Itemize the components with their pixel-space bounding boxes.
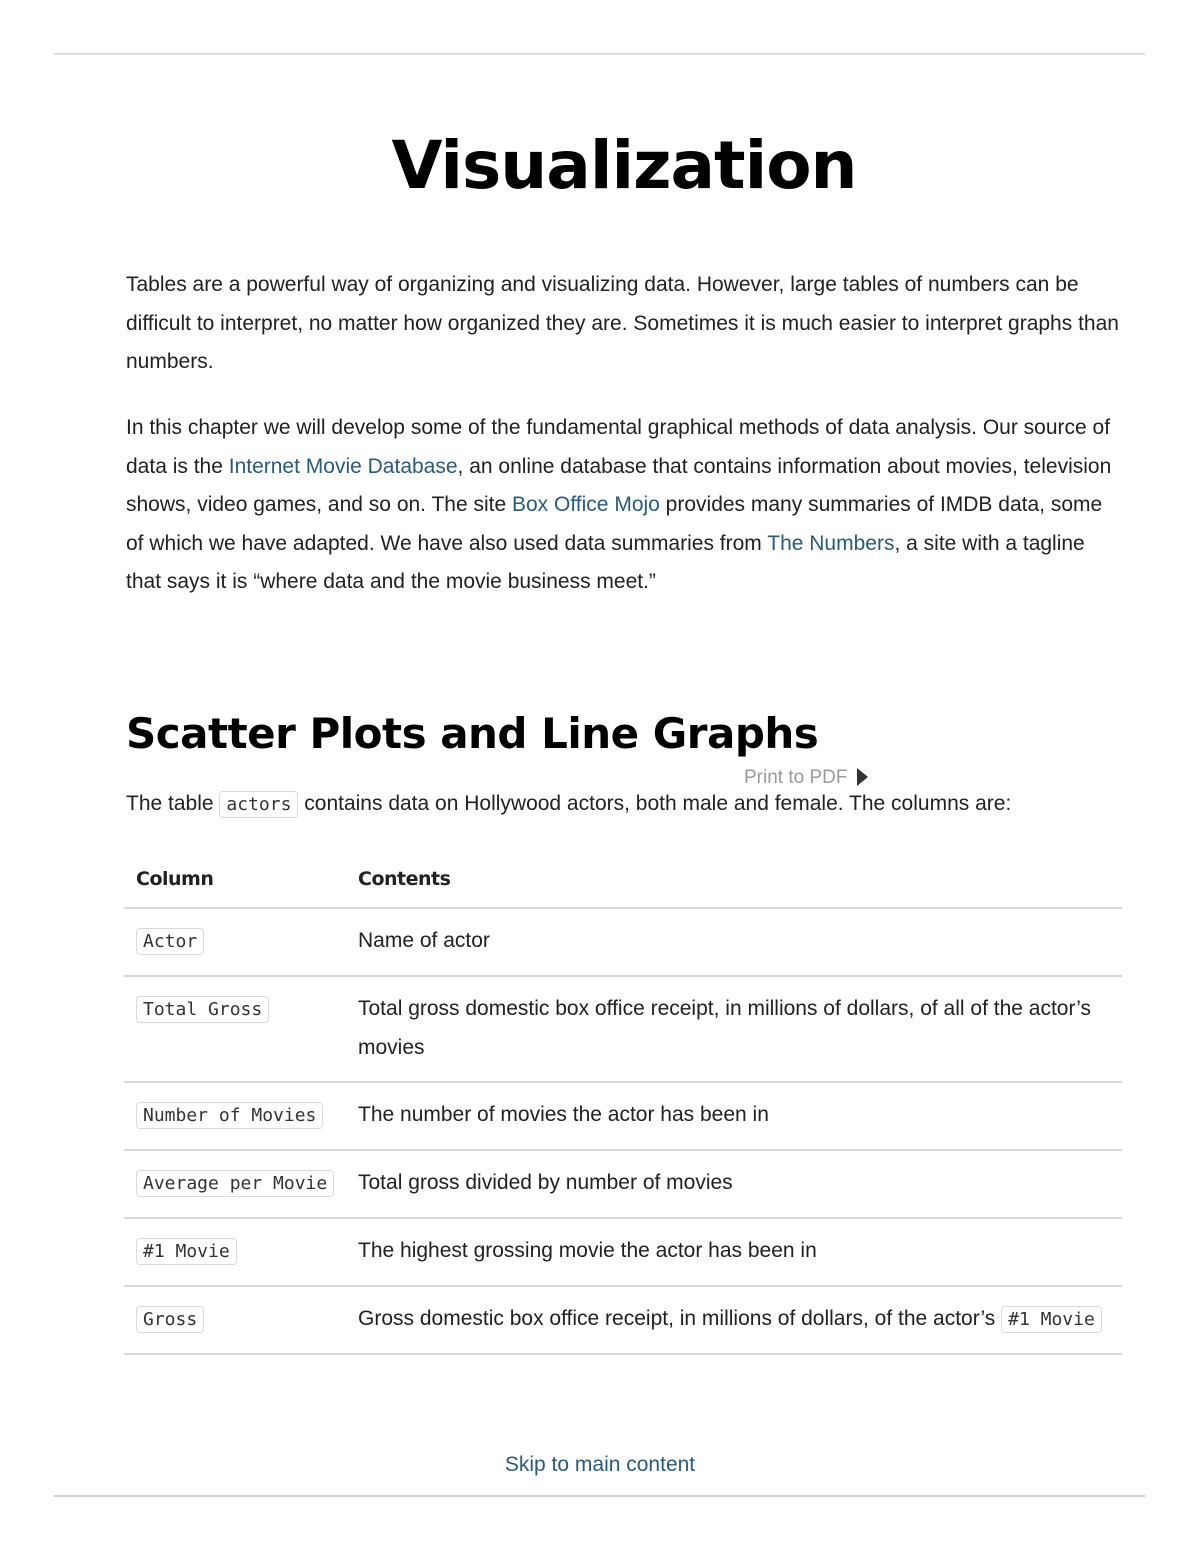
page-title: Visualization	[391, 127, 857, 204]
column-cell	[124, 1150, 346, 1218]
paragraph-text: provides many summaries of IMDB data, some of which we have adapted. We have also used data summaries from	[126, 493, 1103, 555]
column-cell	[124, 908, 346, 976]
section-heading: Scatter Plots and Line Graphs	[126, 709, 819, 758]
table-name-code: actors	[219, 791, 298, 818]
table-row	[124, 1286, 1122, 1354]
contents-cell: The highest grossing movie the actor has been in	[346, 1218, 1122, 1286]
column-header: Column	[124, 858, 346, 908]
intro-paragraph-2	[126, 409, 1122, 602]
column-cell	[124, 976, 346, 1082]
paragraph-text: , a site with a tagline that says it is “where data and the movie business meet.”	[126, 531, 1085, 594]
contents-text: Gross domestic box office receipt, in millions of dollars, of the actor’s	[358, 1307, 1002, 1330]
contents-cell	[346, 1286, 1122, 1354]
table-row	[124, 1218, 1122, 1286]
table-row	[124, 976, 1122, 1082]
table-intro-line	[126, 785, 1126, 824]
contents-cell: Total gross domestic box office receipt, in millions of dollars, of all of the actor’s movies	[346, 976, 1122, 1082]
play-triangle-icon	[857, 768, 868, 786]
column-cell	[124, 1218, 346, 1286]
table-row	[124, 908, 1122, 976]
contents-cell: The number of movies the actor has been in	[346, 1082, 1122, 1150]
print-to-pdf-button[interactable]	[744, 765, 868, 791]
column-cell	[124, 1286, 346, 1354]
intro-text-before: The table	[126, 792, 220, 815]
contents-header: Contents	[346, 858, 1122, 908]
column-code: #1 Movie	[136, 1238, 237, 1265]
column-code: Total Gross	[136, 996, 269, 1023]
column-code: Average per Movie	[136, 1170, 334, 1197]
table-header-row	[124, 858, 1122, 908]
columns-table	[124, 858, 1122, 1355]
movie-code: #1 Movie	[1001, 1306, 1102, 1333]
table-row	[124, 1150, 1122, 1218]
print-to-pdf-label: Print to PDF	[744, 767, 848, 788]
intro-paragraph-1: Tables are a powerful way of organizing and visualizing data. However, large tables of numbers can be difficult to interpret, no matter how organized they are. Sometimes it is much easier to interpret graphs than numbers.	[126, 273, 1119, 374]
paragraph-text: , an online database that contains information about movies, television shows, video games, and so on. The site	[126, 454, 1112, 517]
bottom-divider	[54, 1495, 1145, 1497]
column-code: Gross	[136, 1306, 204, 1333]
column-code: Actor	[136, 928, 204, 955]
box-office-mojo-link[interactable]: Box Office Mojo	[512, 493, 660, 517]
contents-cell: Total gross divided by number of movies	[346, 1150, 1122, 1218]
imdb-link[interactable]: Internet Movie Database	[228, 454, 458, 478]
table-row	[124, 1082, 1122, 1150]
skip-to-main-content-link[interactable]: Skip to main content	[0, 1451, 1200, 1479]
column-cell	[124, 1082, 346, 1150]
intro-text-after: contains data on Hollywood actors, both male and female. The columns are:	[298, 792, 1012, 815]
top-divider	[54, 53, 1145, 55]
paragraph-text: In this chapter we will develop some of the fundamental graphical methods of data analysis. Our source of data is the	[126, 416, 1111, 478]
contents-cell: Name of actor	[346, 908, 1122, 976]
column-code: Number of Movies	[136, 1102, 323, 1129]
the-numbers-link[interactable]: The Numbers	[767, 531, 895, 555]
